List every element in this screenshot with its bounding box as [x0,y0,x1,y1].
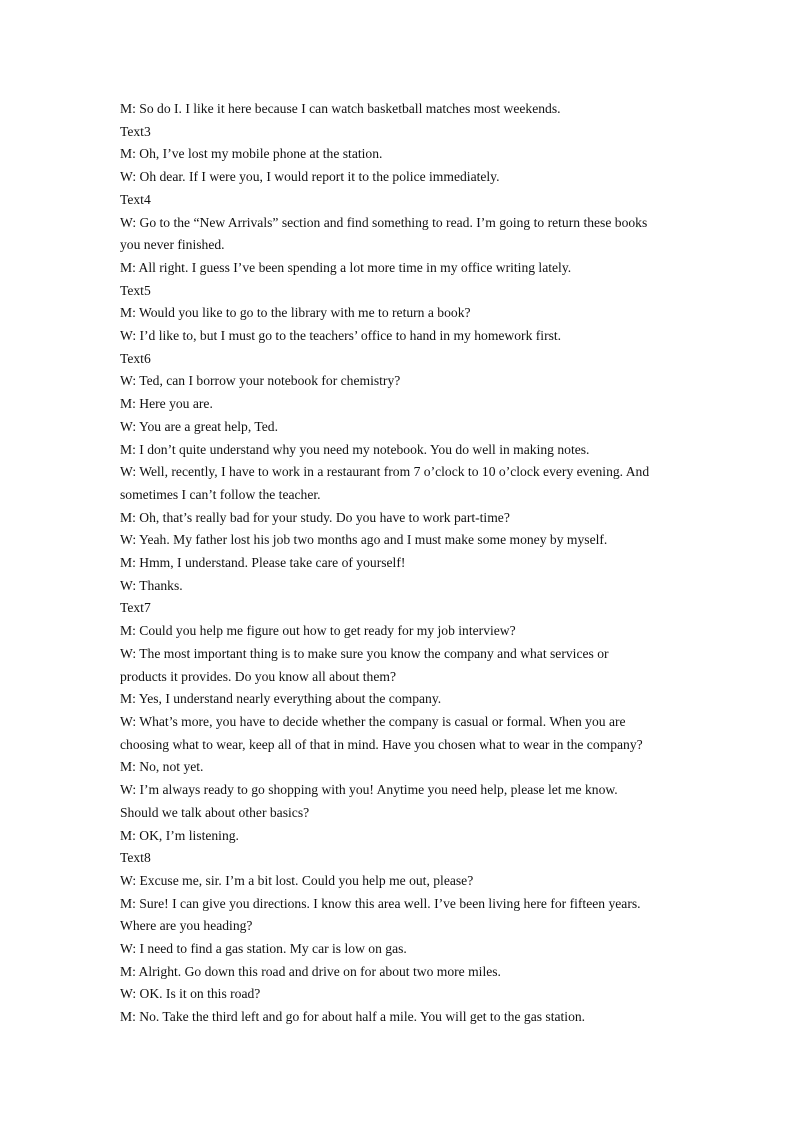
text-line: sometimes I can’t follow the teacher. [120,486,321,502]
text-line: Where are you heading? [120,918,253,934]
text-line: W: Yeah. My father lost his job two months ago and I must make some money by myself. [120,532,608,548]
text-line: M: Oh, I’ve lost my mobile phone at the station. [120,146,383,162]
section-heading-text4: Text4 [120,191,151,207]
text-line: M: Hmm, I understand. Please take care of yourself! [120,555,406,571]
section-heading-text3: Text3 [120,123,151,139]
text-line: W: What’s more, you have to decide whether the company is casual or formal. When you are [120,713,626,729]
text-line: Should we talk about other basics? [120,804,310,820]
text-line: M: Oh, that’s really bad for your study. Do you have to work part-time? [120,509,510,525]
text-line: choosing what to wear, keep all of that in mind. Have you chosen what to wear in the company? [120,736,643,752]
text-line: W: Ted, can I borrow your notebook for chemistry? [120,373,401,389]
text-line: W: Excuse me, sir. I’m a bit lost. Could you help me out, please? [120,872,474,888]
text-line: W: I need to find a gas station. My car is low on gas. [120,941,407,957]
text-line: you never finished. [120,237,225,253]
text-line: W: I’m always ready to go shopping with you! Anytime you need help, please let me know. [120,782,618,798]
text-line: W: Oh dear. If I were you, I would report it to the police immediately. [120,169,500,185]
section-heading-text7: Text7 [120,600,151,616]
text-line: W: Thanks. [120,577,183,593]
text-line: M: I don’t quite understand why you need my notebook. You do well in making notes. [120,441,590,457]
text-line: W: You are a great help, Ted. [120,418,278,434]
text-line: W: The most important thing is to make sure you know the company and what services or [120,645,609,661]
text-line: M: Would you like to go to the library with me to return a book? [120,305,471,321]
text-line: M: OK, I’m listening. [120,827,239,843]
text-line: M: No. Take the third left and go for about half a mile. You will get to the gas station. [120,1009,586,1025]
section-heading-text5: Text5 [120,282,151,298]
section-heading-text6: Text6 [120,350,151,366]
document-page [120,98,680,1029]
section-heading-text8: Text8 [120,850,151,866]
text-line: M: Alright. Go down this road and drive on for about two more miles. [120,963,501,979]
text-line: products it provides. Do you know all about them? [120,668,396,684]
text-line: W: Well, recently, I have to work in a restaurant from 7 o’clock to 10 o’clock every evening. And [120,464,650,480]
text-line: M: Here you are. [120,396,213,412]
text-line: M: All right. I guess I’ve been spending a lot more time in my office writing lately. [120,259,572,275]
text-line: M: So do I. I like it here because I can watch basketball matches most weekends. [120,101,561,116]
text-line: W: OK. Is it on this road? [120,986,261,1002]
text-line: M: Could you help me figure out how to get ready for my job interview? [120,623,516,639]
text-line: W: Go to the “New Arrivals” section and find something to read. I’m going to return these books [120,214,648,230]
text-line: M: No, not yet. [120,759,204,775]
text-line: M: Yes, I understand nearly everything about the company. [120,691,442,707]
text-line: W: I’d like to, but I must go to the teachers’ office to hand in my homework first. [120,328,562,344]
text-line: M: Sure! I can give you directions. I know this area well. I’ve been living here for fifteen years. [120,895,641,911]
